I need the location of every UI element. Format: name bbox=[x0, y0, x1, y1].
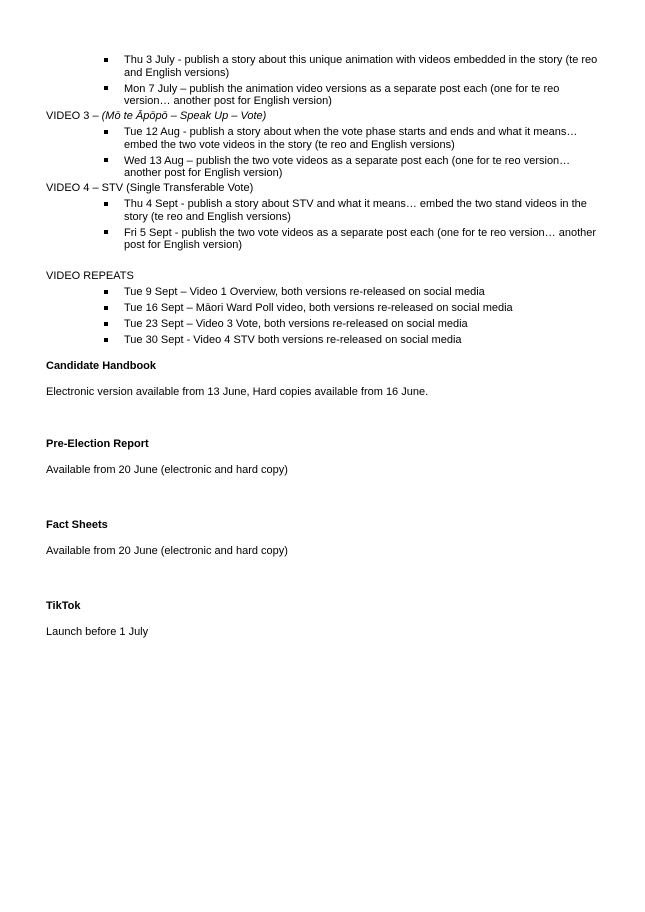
list-item-text: Tue 12 Aug - publish a story about when the vote phase starts and ends and what it means… embed the two vote videos in the story (te reo and English versions) bbox=[124, 126, 578, 151]
bullet-icon bbox=[104, 306, 108, 310]
bullet-icon bbox=[104, 202, 108, 206]
section-body-pre-election-report: Available from 20 June (electronic and hard copy) bbox=[46, 464, 288, 476]
list-item-text: Tue 23 Sept – Video 3 Vote, both versions re-released on social media bbox=[124, 318, 468, 330]
section-body-candidate-handbook: Electronic version available from 13 June, Hard copies available from 16 June. bbox=[46, 386, 429, 398]
video4-list bbox=[104, 198, 604, 255]
video2-list bbox=[104, 54, 604, 111]
list-item bbox=[104, 126, 604, 151]
list-item bbox=[104, 83, 604, 108]
video4-title: VIDEO 4 – STV (Single Transferable Vote) bbox=[46, 182, 254, 194]
bullet-icon bbox=[104, 230, 108, 234]
section-heading-pre-election-report: Pre-Election Report bbox=[46, 438, 149, 450]
video3-prefix: VIDEO 3 – bbox=[46, 110, 102, 122]
section-heading-fact-sheets: Fact Sheets bbox=[46, 519, 108, 531]
section-heading-candidate-handbook: Candidate Handbook bbox=[46, 360, 157, 372]
video3-list bbox=[104, 126, 604, 183]
list-item-text: Tue 9 Sept – Video 1 Overview, both versions re-released on social media bbox=[124, 286, 485, 298]
bullet-icon bbox=[104, 290, 108, 294]
list-item-text: Mon 7 July – publish the animation video versions as a separate post each (one for te reo version… another post for English version) bbox=[124, 82, 560, 107]
bullet-icon bbox=[104, 158, 108, 162]
section-body-tiktok: Launch before 1 July bbox=[46, 626, 149, 638]
section-body-fact-sheets: Available from 20 June (electronic and hard copy) bbox=[46, 545, 288, 557]
repeats-list bbox=[104, 286, 604, 350]
list-item bbox=[104, 54, 604, 79]
list-item-text: Fri 5 Sept - publish the two vote videos as a separate post each (one for te reo version… another post for English version) bbox=[124, 226, 597, 251]
section-heading-tiktok: TikTok bbox=[46, 600, 81, 612]
list-item bbox=[104, 286, 604, 299]
list-item bbox=[104, 318, 604, 331]
repeats-title: VIDEO REPEATS bbox=[46, 270, 134, 282]
video3-title bbox=[46, 110, 266, 123]
list-item-text: Thu 4 Sept - publish a story about STV and what it means… embed the two stand videos in the story (te reo and English versions) bbox=[124, 198, 587, 223]
list-item bbox=[104, 198, 604, 223]
bullet-icon bbox=[104, 130, 108, 134]
bullet-icon bbox=[104, 58, 108, 62]
list-item bbox=[104, 227, 604, 252]
bullet-icon bbox=[104, 86, 108, 90]
list-item-text: Thu 3 July - publish a story about this unique animation with videos embedded in the story (te reo and English versions) bbox=[124, 54, 598, 79]
list-item bbox=[104, 155, 604, 180]
bullet-icon bbox=[104, 338, 108, 342]
list-item-text: Wed 13 Aug – publish the two vote videos as a separate post each (one for te reo version… another post for English version) bbox=[124, 154, 571, 179]
list-item bbox=[104, 334, 604, 347]
list-item-text: Tue 16 Sept – Māori Ward Poll video, both versions re-released on social media bbox=[124, 302, 513, 314]
video3-title-italic: (Mō te Āpōpō – Speak Up – Vote) bbox=[101, 110, 267, 122]
list-item bbox=[104, 302, 604, 315]
bullet-icon bbox=[104, 322, 108, 326]
list-item-text: Tue 30 Sept - Video 4 STV both versions re-released on social media bbox=[124, 334, 462, 346]
